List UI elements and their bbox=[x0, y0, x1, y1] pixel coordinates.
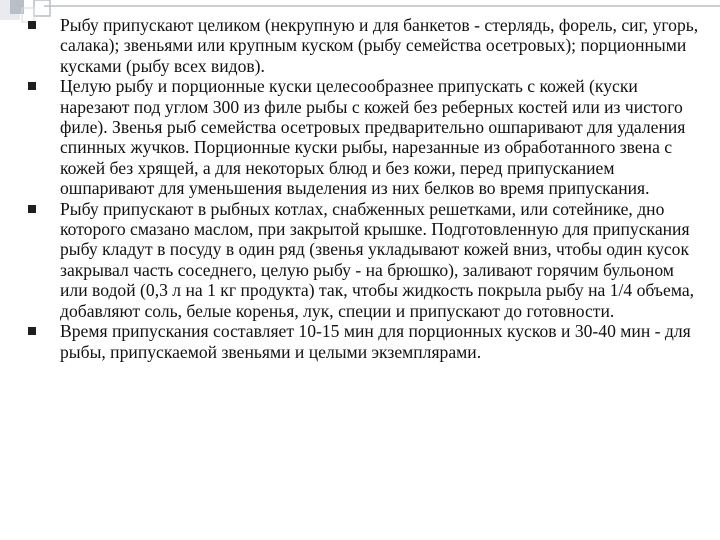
bullet-item bbox=[28, 15, 700, 76]
bullet-text: Рыбу припускают целиком (некрупную и для банкетов - стерлядь, форель, сиг, угорь, салака); звеньями или крупным куском (рыбу семейства осетровых); порционными кусками (рыбу всех видов). bbox=[60, 15, 699, 76]
bullet-item bbox=[28, 199, 700, 321]
square-bullet-icon bbox=[28, 82, 36, 90]
bullet-item bbox=[28, 321, 700, 362]
square-bullet-icon bbox=[28, 327, 36, 335]
bullet-text: Целую рыбу и порционные куски целесообразнее припускать с кожей (куски нарезают под углом 300 из филе рыбы с кожей без реберных костей или из чистого филе). Звенья рыб семейства осетровых предварительно ошпаривают для удаления спинных жучков. Порционные куски рыбы, нарезанные из обработанного звена с кожей без хрящей, а для некоторых блюд и без кожи, перед припусканием ошпаривают для уменьшения выделения из них белков во время припускания. bbox=[60, 76, 686, 199]
bullet-text: Рыбу припускают в рыбных котлах, снабженных решетками, или сотейнике, дно которого смазано маслом, при закрытой крышке. Подготовленную для припускания рыбу кладут в посуду в один ряд (звенья укладывают кожей вниз, чтобы один кусок закрывал часть соседнего, целую рыбу - на брюшко), заливают горячим бульоном или водой (0,3 л на 1 кг продукта) так, чтобы жидкость покрыла рыбу на 1/4 объема, добавляют соль, белые коренья, лук, специи и припускают до готовности. bbox=[60, 198, 695, 321]
bullet-list bbox=[28, 15, 700, 362]
decoration-square-outline bbox=[34, 0, 50, 16]
square-bullet-icon bbox=[28, 21, 36, 29]
square-bullet-icon bbox=[28, 205, 36, 213]
bullet-item bbox=[28, 76, 700, 198]
bullet-text: Время припускания составляет 10-15 мин для порционных кусков и 30-40 мин - для рыбы, припускаемой звеньями и целыми экземплярами. bbox=[60, 321, 691, 362]
